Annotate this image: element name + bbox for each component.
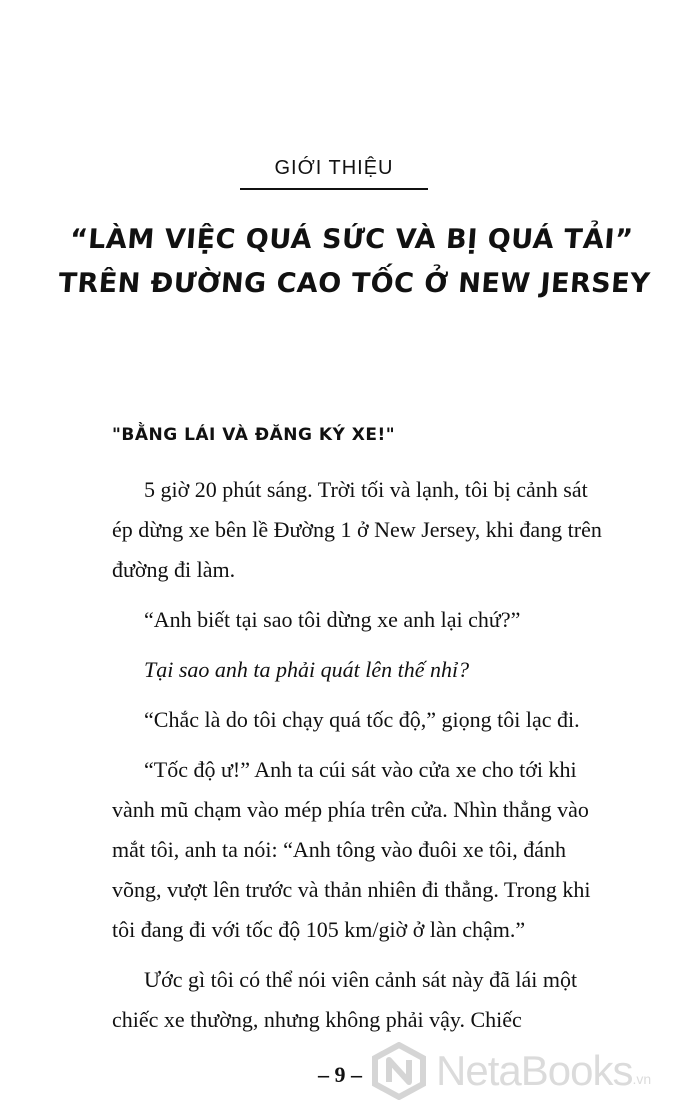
- chapter-title-line-2: TRÊN ĐƯỜNG CAO TỐC Ở NEW JERSEY: [57, 268, 652, 299]
- paragraph-1: 5 giờ 20 phút sáng. Trời tối và lạnh, tôi bị cảnh sát ép dừng xe bên lề Đường 1 ở New Jersey, khi đang trên đường đi làm.: [112, 477, 602, 582]
- paragraph-5: “Tốc độ ư!” Anh ta cúi sát vào cửa xe cho tới khi vành mũ chạm vào mép phía trên cửa. Nhìn thẳng vào mắt tôi, anh ta nói: “Anh tông vào đuôi xe tôi, đánh võng, vượt lên trước và thản nhiên đi thẳng. Trong khi tôi đang đi với tốc độ 105 km/giờ ở làn chậm.”: [112, 757, 591, 942]
- page-number: – 9 –: [318, 1062, 362, 1087]
- paragraph-6: Ước gì tôi có thể nói viên cảnh sát này đã lái một chiếc xe thường, nhưng không phải vậy. Chiếc: [112, 967, 578, 1032]
- watermark-text: NetaBooks: [436, 1047, 633, 1094]
- paragraph-4: “Chắc là do tôi chạy quá tốc độ,” giọng tôi lạc đi.: [144, 707, 580, 732]
- chapter-title: [57, 218, 652, 306]
- section-underline: [240, 188, 428, 190]
- section-label: GIỚI THIỆU: [274, 157, 394, 179]
- paragraph-2: “Anh biết tại sao tôi dừng xe anh lại chứ?”: [144, 607, 521, 632]
- netabooks-logo-icon: [370, 1042, 428, 1100]
- chapter-title-line-1: “LÀM VIỆC QUÁ SỨC VÀ BỊ QUÁ TẢI”: [68, 224, 635, 255]
- body-text: [112, 470, 602, 1050]
- subheading: "BẰNG LÁI VÀ ĐĂNG KÝ XE!": [112, 425, 396, 445]
- paragraph-3-italic: Tại sao anh ta phải quát lên thế nhỉ?: [144, 657, 470, 682]
- watermark-suffix: .vn: [632, 1071, 652, 1087]
- watermark: [370, 1042, 651, 1100]
